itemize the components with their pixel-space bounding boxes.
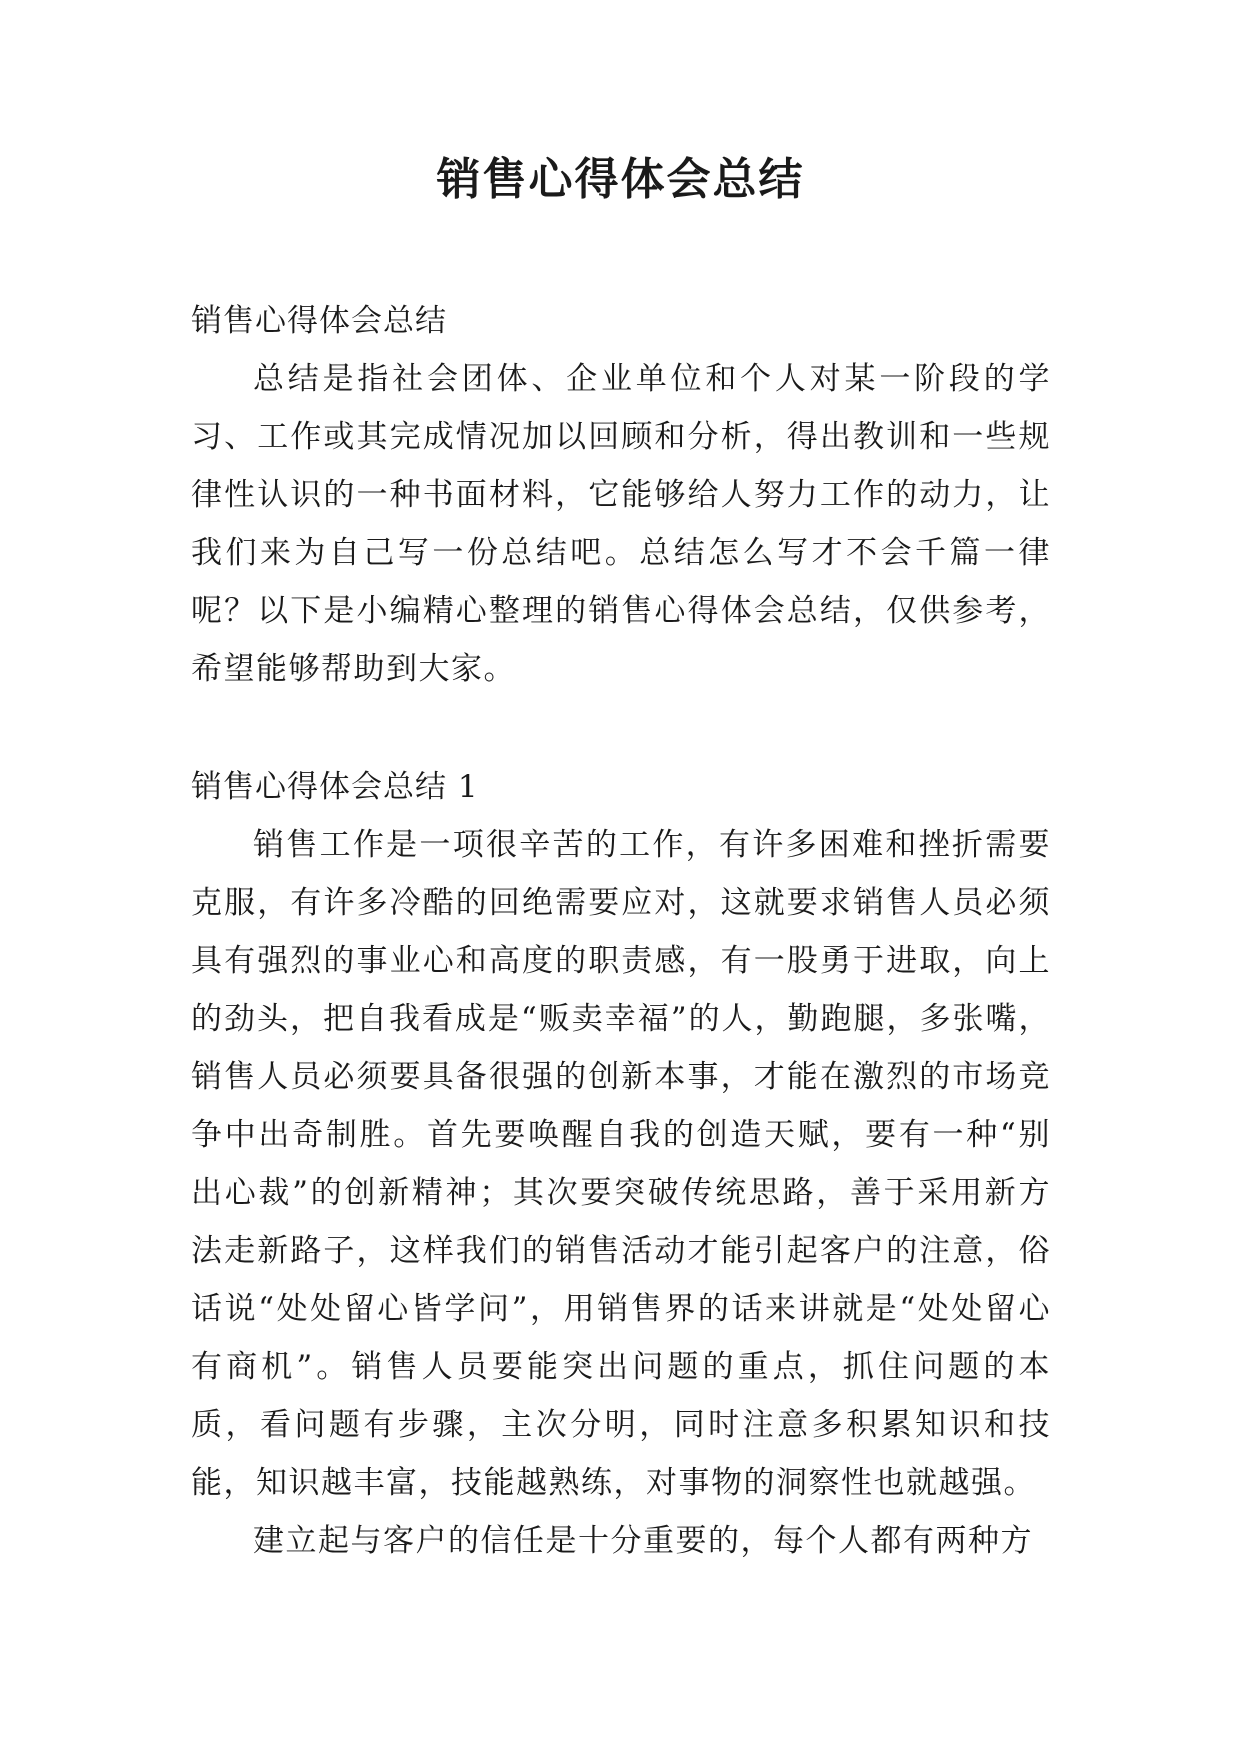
document-body — [191, 292, 1051, 1570]
section-spacer — [191, 698, 1051, 758]
intro-paragraph: 总结是指社会团体、企业单位和个人对某一阶段的学习、工作或其完成情况加以回顾和分析，得出教训和一些规律性认识的一种书面材料，它能够给人努力工作的动力，让我们来为自己写一份总结吧。总结怎么写才不会千篇一律呢？以下是小编精心整理的销售心得体会总结，仅供参考，希望能够帮助到大家。 — [191, 361, 1051, 687]
section-1-heading: 销售心得体会总结 1 — [191, 769, 479, 805]
section-1-paragraph-1: 销售工作是一项很辛苦的工作，有许多困难和挫折需要克服，有许多冷酷的回绝需要应对，这就要求销售人员必须具有强烈的事业心和高度的职责感，有一股勇于进取，向上的劲头，把自我看成是“贩卖幸福”的人，勤跑腿，多张嘴，销售人员必须要具备很强的创新本事，才能在激烈的市场竞争中出奇制胜。首先要唤醒自我的创造天赋，要有一种“别出心裁”的创新精神；其次要突破传统思路，善于采用新方法走新路子，这样我们的销售活动才能引起客户的注意，俗话说“处处留心皆学问”，用销售界的话来讲就是“处处留心有商机”。销售人员要能突出问题的重点，抓住问题的本质，看问题有步骤，主次分明，同时注意多积累知识和技能，知识越丰富，技能越熟练，对事物的洞察性也就越强。 — [191, 827, 1051, 1501]
section-1-paragraph-2: 建立起与客户的信任是十分重要的，每个人都有两种方 — [253, 1523, 1033, 1559]
intro-heading: 销售心得体会总结 — [191, 303, 447, 339]
document-title: 销售心得体会总结 — [436, 154, 805, 205]
